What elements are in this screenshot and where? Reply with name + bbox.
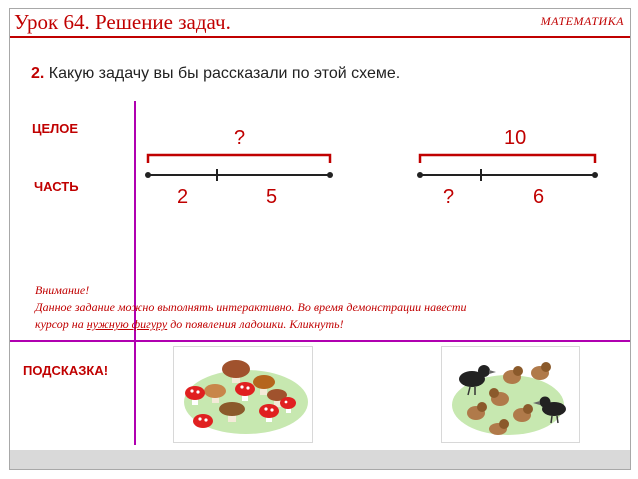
scheme-right-part2-value[interactable]: 6 [533,186,545,208]
scheme-left-whole-value[interactable]: ? [234,127,246,149]
birds-icon [442,347,579,442]
mushrooms-picture[interactable] [173,346,313,443]
note-line-3-start: курсор на [35,317,87,331]
footer-bar [10,450,630,469]
scheme-right-part1-value[interactable]: ? [443,186,455,208]
scheme-right-bracket [420,155,595,163]
part-label: ЧАСТЬ [34,179,79,194]
scheme-left-part2-value[interactable]: 5 [266,186,278,208]
scheme-left-part1-value[interactable]: 2 [177,186,189,208]
note-line-3-underlined: нужную фигуру [86,317,168,331]
scheme-right-whole-value[interactable]: 10 [504,127,527,149]
note-line-2: Данное задание можно выполнять интерактивно. Во время демонстрации навести [35,300,467,314]
note-title: Внимание! [35,283,90,297]
whole-label: ЦЕЛОЕ [32,121,79,136]
subject-label: МАТЕМАТИКА [540,14,624,28]
slide [9,8,631,470]
scheme-right-end-point [592,172,598,178]
mushrooms-icon [174,347,312,442]
hint-label[interactable]: ПОДСКАЗКА! [23,363,109,378]
birds-picture[interactable] [441,346,580,443]
task-text: Какую задачу вы бы рассказали по этой схеме. [48,65,401,82]
task-number: 2. [31,65,45,82]
horizontal-divider [10,340,630,342]
lesson-title: Урок 64. Решение задач. [14,10,231,34]
note-line-3-end: до появления ладошки. Кликнуть! [167,317,344,331]
instruction-note [35,282,625,333]
note-line-3 [35,316,625,333]
scheme-right-start-point [417,172,423,178]
